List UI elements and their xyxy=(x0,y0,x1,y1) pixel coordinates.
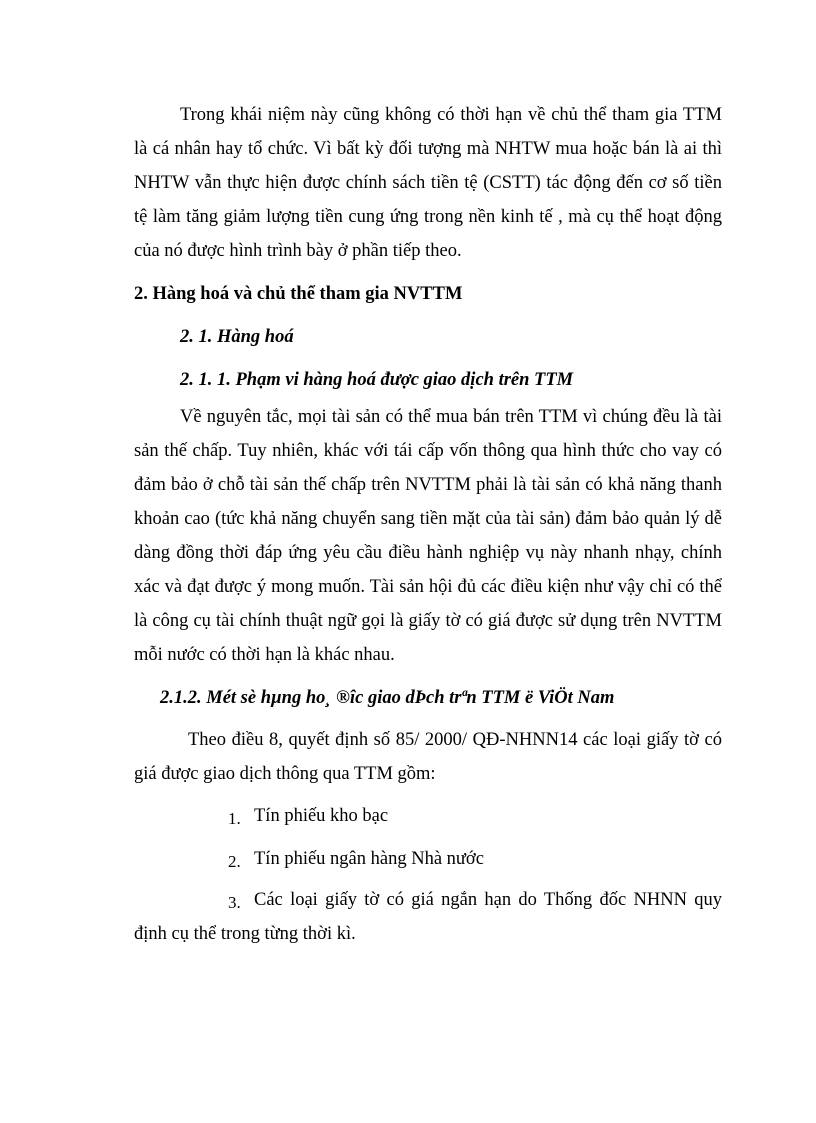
subsubsection-heading: 2. 1. 1. Phạm vi hàng hoá được giao dịch trên TTM xyxy=(180,370,574,390)
paragraph-line: khoản cao (tức khả năng chuyển sang tiền mặt của tài sản) đảm bảo quản lý dễ xyxy=(134,509,722,529)
list-item-continuation: định cụ thể trong từng thời kì. xyxy=(134,924,356,944)
paragraph-line: là cá nhân hay tổ chức. Vì bất kỳ đối tượng mà NHTW mua hoặc bán là ai thì xyxy=(134,139,722,159)
list-number: 2. xyxy=(228,852,241,871)
list-text: Tín phiếu kho bạc xyxy=(254,806,389,826)
subsubsection-heading: 2.1.2. Mét sè hµng ho¸ ®îc giao dÞch trªn TTM ë ViÖt Nam xyxy=(160,688,615,708)
paragraph-line: là công cụ tài chính thuật ngữ gọi là giấy tờ có giá được sử dụng trên NVTTM xyxy=(134,611,722,631)
paragraph-line: sản thế chấp. Tuy nhiên, khác với tái cấp vốn thông qua hình thức cho vay có xyxy=(134,441,722,461)
paragraph-line: mỗi nước có thời hạn là khác nhau. xyxy=(134,645,395,665)
paragraph-line: của nó được hình trình bày ở phần tiếp theo. xyxy=(134,241,462,261)
paragraph-line: Theo điều 8, quyết định số 85/ 2000/ QĐ-NHNN14 các loại giấy tờ có xyxy=(188,730,722,750)
list-text: Tín phiếu ngân hàng Nhà nước xyxy=(254,849,484,869)
paragraph-line: đảm bảo ở chỗ tài sản thế chấp trên NVTTM phải là tài sản có khả năng thanh xyxy=(134,475,722,495)
list-item xyxy=(228,805,388,830)
paragraph-line: xác và đạt được ý mong muốn. Tài sản hội đủ các điều kiện như vậy chỉ có thể xyxy=(134,577,722,597)
paragraph-line: Trong khái niệm này cũng không có thời hạn về chủ thể tham gia TTM xyxy=(180,105,722,125)
list-number: 3. xyxy=(228,893,241,912)
section-heading: 2. Hàng hoá và chủ thể tham gia NVTTM xyxy=(134,284,463,304)
list-number: 1. xyxy=(228,809,241,828)
paragraph-line: tệ làm tăng giảm lượng tiền cung ứng trong nền kinh tế , mà cụ thể hoạt động xyxy=(134,207,722,227)
paragraph-line: Về nguyên tắc, mọi tài sản có thể mua bán trên TTM vì chúng đều là tài xyxy=(180,407,722,427)
subsection-heading: 2. 1. Hàng hoá xyxy=(180,327,294,347)
paragraph-line: giá được giao dịch thông qua TTM gồm: xyxy=(134,764,436,784)
list-text: Các loại giấy tờ có giá ngắn hạn do Thống đốc NHNN quy xyxy=(254,890,722,910)
list-item xyxy=(228,889,722,914)
list-item xyxy=(228,848,484,873)
paragraph-line: NHTW vẫn thực hiện được chính sách tiền tệ (CSTT) tác động đến cơ số tiền xyxy=(134,173,722,193)
paragraph-line: dàng đồng thời đáp ứng yêu cầu điều hành nghiệp vụ này nhanh nhạy, chính xyxy=(134,543,722,563)
